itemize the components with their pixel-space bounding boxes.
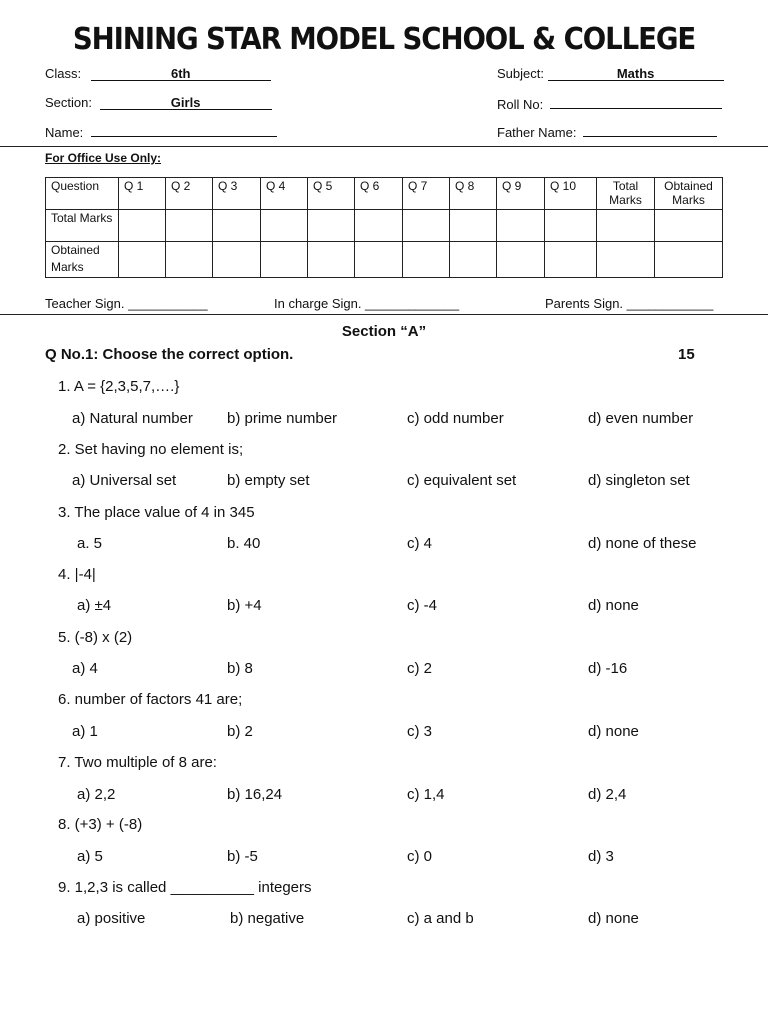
option-c: c) 0 [407, 848, 433, 865]
header-cell: Q 9 [497, 178, 545, 210]
divider-bottom [0, 314, 768, 315]
q1-title: Q No.1: Choose the correct option. [45, 346, 294, 363]
class-label: Class: [45, 66, 82, 81]
marks-table [45, 177, 723, 278]
header-cell: Q 6 [355, 178, 403, 210]
header-cell: Q 1 [119, 178, 166, 210]
header-cell: Q 5 [308, 178, 355, 210]
option-c: c) 2 [407, 660, 433, 677]
header-cell: Q 7 [403, 178, 450, 210]
divider-top [0, 146, 768, 147]
header-cell: Total Marks [597, 178, 655, 210]
question-2: 2. Set having no element is; [58, 441, 244, 458]
option-d: d) 3 [588, 848, 614, 865]
option-a: a) positive [77, 910, 146, 927]
option-d: d) none of these [588, 535, 697, 552]
option-c: c) a and b [407, 910, 474, 927]
option-d: d) singleton set [588, 472, 690, 489]
option-a: a) 1 [72, 723, 98, 740]
option-a: a) Natural number [72, 410, 193, 427]
section-label: Section: [45, 95, 92, 110]
option-d: d) even number [588, 410, 694, 427]
option-c: c) 3 [407, 723, 433, 740]
question-9: 9. 1,2,3 is called __________ integers [58, 879, 312, 896]
question-7: 7. Two multiple of 8 are: [58, 754, 217, 771]
option-d: d) -16 [588, 660, 628, 677]
name-blank [91, 123, 277, 137]
incharge-sign: In charge Sign. _____________ [274, 296, 460, 311]
subject-label: Subject: [497, 66, 544, 81]
header-cell: Q 8 [450, 178, 497, 210]
header-cell: Q 2 [166, 178, 213, 210]
header-cell: Q 4 [261, 178, 308, 210]
option-c: c) 4 [407, 535, 433, 552]
option-a: a) 5 [77, 848, 103, 865]
header-cell: Obtained Marks [655, 178, 723, 210]
option-b: b) negative [230, 910, 305, 927]
row-label: Total Marks [46, 210, 119, 242]
option-a: a) 4 [72, 660, 98, 677]
option-c: c) -4 [407, 597, 437, 614]
question-4: 4. |-4| [58, 566, 96, 583]
section-value: Girls [100, 96, 272, 110]
subject-field [497, 66, 724, 81]
question-5: 5. (-8) x (2) [58, 629, 133, 646]
option-c: c) odd number [407, 410, 504, 427]
option-d: d) none [588, 597, 639, 614]
name-field [45, 123, 277, 140]
option-b: b) empty set [227, 472, 310, 489]
rollno-blank [550, 95, 722, 109]
option-a: a. 5 [77, 535, 103, 552]
teacher-sign: Teacher Sign. ___________ [45, 296, 208, 311]
class-field [45, 66, 271, 81]
option-a: a) 2,2 [77, 786, 116, 803]
option-a: a) ±4 [77, 597, 112, 614]
name-label: Name: [45, 125, 84, 140]
question-1: 1. A = {2,3,5,7,….} [58, 378, 180, 395]
section-field [45, 95, 272, 110]
option-a: a) Universal set [72, 472, 177, 489]
rollno-field [497, 95, 722, 112]
option-b: b. 40 [227, 535, 261, 552]
parents-sign: Parents Sign. ____________ [545, 296, 714, 311]
question-8: 8. (+3) + (-8) [58, 816, 143, 833]
option-b: b) 16,24 [227, 786, 283, 803]
option-b: b) 2 [227, 723, 253, 740]
class-value: 6th [91, 67, 271, 81]
option-c: c) 1,4 [407, 786, 445, 803]
option-b: b) prime number [227, 410, 338, 427]
option-d: d) 2,4 [588, 786, 627, 803]
header-cell: Q 10 [545, 178, 597, 210]
question-6: 6. number of factors 41 are; [58, 691, 243, 708]
father-label: Father Name: [497, 125, 577, 140]
total-marks-row [46, 210, 723, 242]
school-title: SHINING STAR MODEL SCHOOL & COLLEGE [72, 22, 696, 57]
row-label: Obtained Marks [46, 242, 119, 278]
section-title: Section “A” [341, 323, 427, 340]
subject-value: Maths [548, 67, 724, 81]
header-cell: Q 3 [213, 178, 261, 210]
office-heading: For Office Use Only: [45, 151, 162, 165]
rollno-label: Roll No: [497, 97, 544, 112]
header-cell: Question [46, 178, 119, 210]
option-c: c) equivalent set [407, 472, 517, 489]
option-b: b) 8 [227, 660, 253, 677]
father-blank [583, 123, 717, 137]
option-b: b) +4 [227, 597, 262, 614]
marks-header-row [46, 178, 723, 210]
option-b: b) -5 [227, 848, 258, 865]
option-d: d) none [588, 723, 639, 740]
option-d: d) none [588, 910, 639, 927]
q1-marks: 15 [678, 346, 695, 363]
father-field [497, 123, 717, 140]
question-3: 3. The place value of 4 in 345 [58, 504, 255, 521]
obtained-marks-row [46, 242, 723, 278]
